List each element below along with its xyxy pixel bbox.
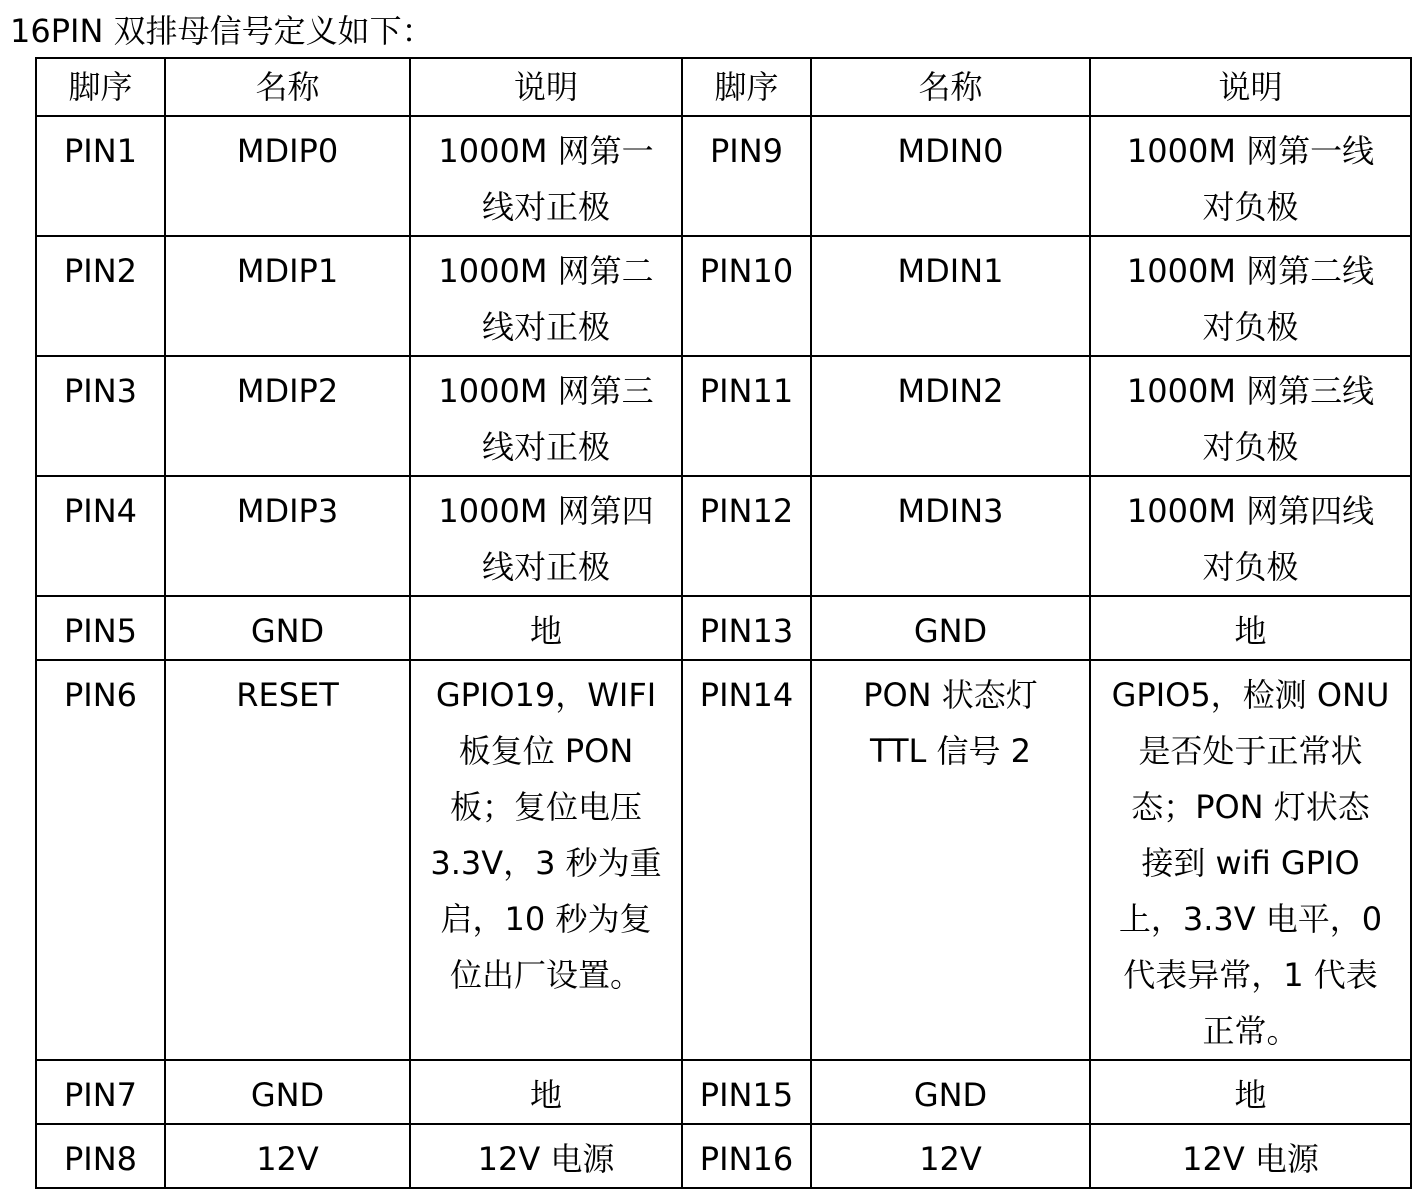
description-cell: 1000M 网第三 线对正极 xyxy=(410,356,682,476)
pin-definition-table xyxy=(35,57,1412,1189)
signal-name-cell: MDIN3 xyxy=(811,476,1090,596)
description-cell: 地 xyxy=(410,1060,682,1124)
description-cell: GPIO5，检测 ONU 是否处于正常状 态；PON 灯状态 接到 wifi GPIO 上，3.3V 电平，0 代表异常，1 代表 正常。 xyxy=(1090,660,1411,1060)
signal-name-cell: MDIN0 xyxy=(811,116,1090,236)
signal-name-cell: GND xyxy=(165,1060,410,1124)
pin-cell: PIN14 xyxy=(682,660,811,1060)
pin-cell: PIN16 xyxy=(682,1124,811,1188)
pin-cell: PIN2 xyxy=(36,236,165,356)
signal-name-cell: PON 状态灯 TTL 信号 2 xyxy=(811,660,1090,1060)
table-row xyxy=(36,596,1411,660)
signal-name-cell: RESET xyxy=(165,660,410,1060)
table-row xyxy=(36,1124,1411,1188)
table-header-row xyxy=(36,58,1411,116)
pin-cell: PIN1 xyxy=(36,116,165,236)
header-name-left: 名称 xyxy=(165,58,410,116)
signal-name-cell: MDIN1 xyxy=(811,236,1090,356)
pin-cell: PIN4 xyxy=(36,476,165,596)
header-pin-left: 脚序 xyxy=(36,58,165,116)
table-row xyxy=(36,356,1411,476)
table-row xyxy=(36,236,1411,356)
pin-cell: PIN12 xyxy=(682,476,811,596)
signal-name-cell: 12V xyxy=(165,1124,410,1188)
description-cell: 1000M 网第四 线对正极 xyxy=(410,476,682,596)
table-row xyxy=(36,476,1411,596)
table-row xyxy=(36,116,1411,236)
signal-name-cell: GND xyxy=(165,596,410,660)
signal-name-cell: 12V xyxy=(811,1124,1090,1188)
header-desc-left: 说明 xyxy=(410,58,682,116)
description-cell: 1000M 网第三线 对负极 xyxy=(1090,356,1411,476)
description-cell: GPIO19，WIFI 板复位 PON 板；复位电压 3.3V，3 秒为重 启，10 秒为复 位出厂设置。 xyxy=(410,660,682,1060)
signal-name-cell: GND xyxy=(811,596,1090,660)
pin-cell: PIN11 xyxy=(682,356,811,476)
header-name-right: 名称 xyxy=(811,58,1090,116)
description-cell: 12V 电源 xyxy=(1090,1124,1411,1188)
signal-name-cell: MDIP1 xyxy=(165,236,410,356)
document-heading: 16PIN 双排母信号定义如下： xyxy=(10,12,434,50)
description-cell: 1000M 网第四线 对负极 xyxy=(1090,476,1411,596)
pin-cell: PIN15 xyxy=(682,1060,811,1124)
pin-cell: PIN6 xyxy=(36,660,165,1060)
table-row xyxy=(36,660,1411,1060)
description-cell: 地 xyxy=(410,596,682,660)
description-cell: 地 xyxy=(1090,1060,1411,1124)
signal-name-cell: GND xyxy=(811,1060,1090,1124)
pin-cell: PIN8 xyxy=(36,1124,165,1188)
pin-cell: PIN9 xyxy=(682,116,811,236)
pin-cell: PIN10 xyxy=(682,236,811,356)
description-cell: 1000M 网第二 线对正极 xyxy=(410,236,682,356)
pin-cell: PIN13 xyxy=(682,596,811,660)
pin-cell: PIN3 xyxy=(36,356,165,476)
description-cell: 1000M 网第一线 对负极 xyxy=(1090,116,1411,236)
pin-cell: PIN7 xyxy=(36,1060,165,1124)
signal-name-cell: MDIN2 xyxy=(811,356,1090,476)
signal-name-cell: MDIP2 xyxy=(165,356,410,476)
signal-name-cell: MDIP0 xyxy=(165,116,410,236)
header-pin-right: 脚序 xyxy=(682,58,811,116)
pin-cell: PIN5 xyxy=(36,596,165,660)
signal-name-cell: MDIP3 xyxy=(165,476,410,596)
description-cell: 地 xyxy=(1090,596,1411,660)
description-cell: 1000M 网第一 线对正极 xyxy=(410,116,682,236)
table-row xyxy=(36,1060,1411,1124)
description-cell: 1000M 网第二线 对负极 xyxy=(1090,236,1411,356)
header-desc-right: 说明 xyxy=(1090,58,1411,116)
description-cell: 12V 电源 xyxy=(410,1124,682,1188)
